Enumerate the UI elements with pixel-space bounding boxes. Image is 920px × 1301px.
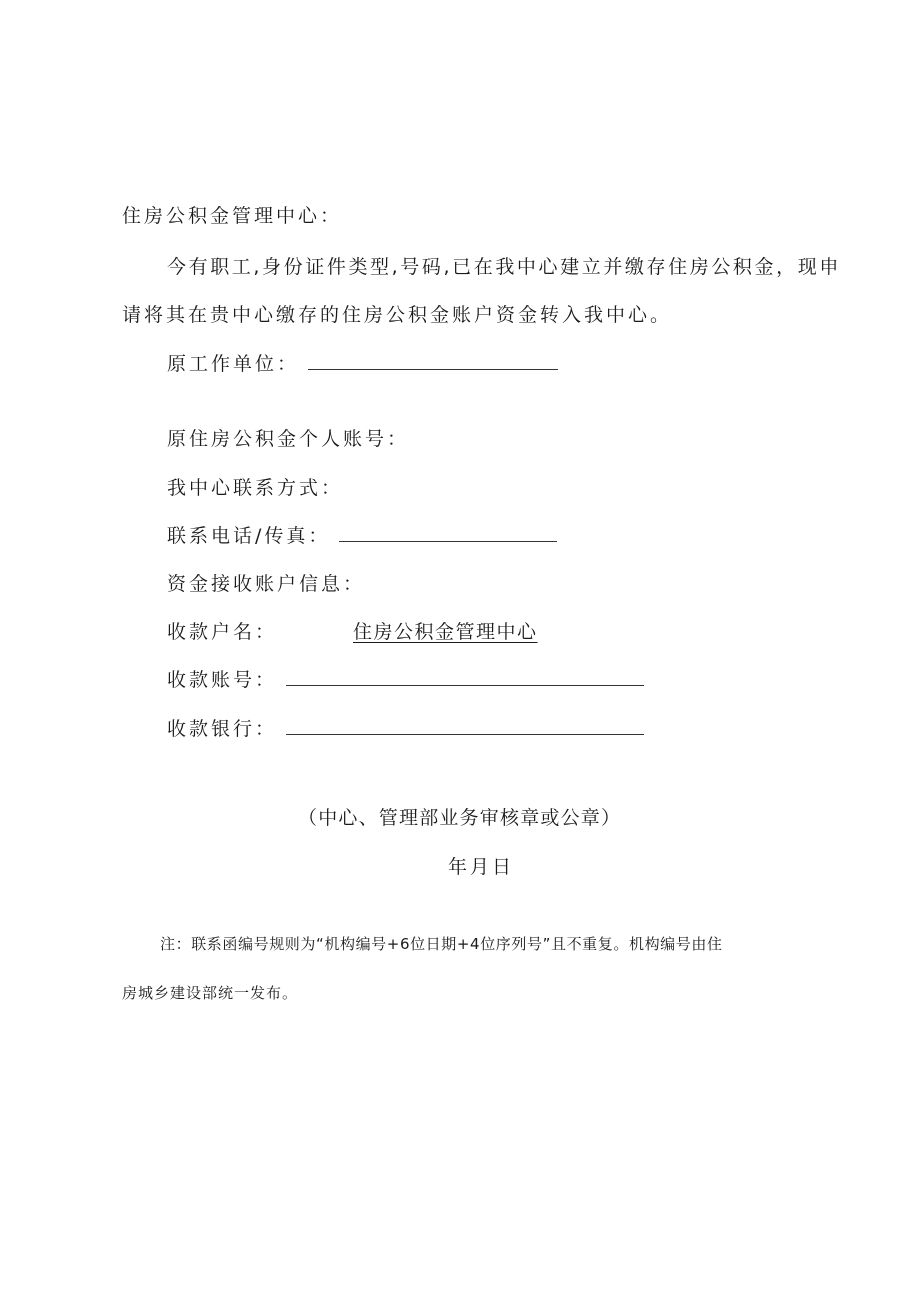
phone-label: 联系电话/传真：	[167, 525, 331, 547]
payee-account-label: 收款账号：	[167, 669, 278, 691]
payee-name-label: 收款户名：	[167, 621, 278, 643]
payee-account-row	[167, 668, 644, 692]
date-text: 年月日	[448, 856, 515, 878]
orig-employer-blank	[308, 353, 558, 370]
contact-label: 我中心联系方式：	[167, 477, 344, 499]
payee-name-row	[167, 620, 277, 644]
phone-row	[167, 524, 557, 548]
seal-text: （中心、管理部业务审核章或公章）	[298, 807, 622, 829]
orig-employer-label: 原工作单位：	[167, 353, 300, 375]
body-line-2: 请将其在贵中心缴存的住房公积金账户资金转入我中心。	[122, 304, 673, 326]
payee-bank-blank	[286, 718, 644, 735]
receive-info-label: 资金接收账户信息：	[167, 573, 366, 595]
addressee: 住房公积金管理中心：	[122, 205, 343, 227]
orig-employer-row	[167, 352, 558, 376]
body-line-1: 今有职工,身份证件类型,号码,已在我中心建立并缴存住房公积金，现申	[167, 256, 841, 278]
orig-account-label: 原住房公积金个人账号：	[167, 428, 410, 450]
note-line-2: 房城乡建设部统一发布。	[122, 984, 299, 1002]
payee-bank-label: 收款银行：	[167, 718, 278, 740]
note-line-1: 注：联系函编号规则为“机构编号+6位日期+4位序列号”且不重复。机构编号由住	[160, 935, 723, 953]
payee-name-value: 住房公积金管理中心	[353, 621, 538, 643]
payee-bank-row	[167, 717, 644, 741]
phone-blank	[339, 525, 557, 542]
payee-account-blank	[286, 669, 644, 686]
